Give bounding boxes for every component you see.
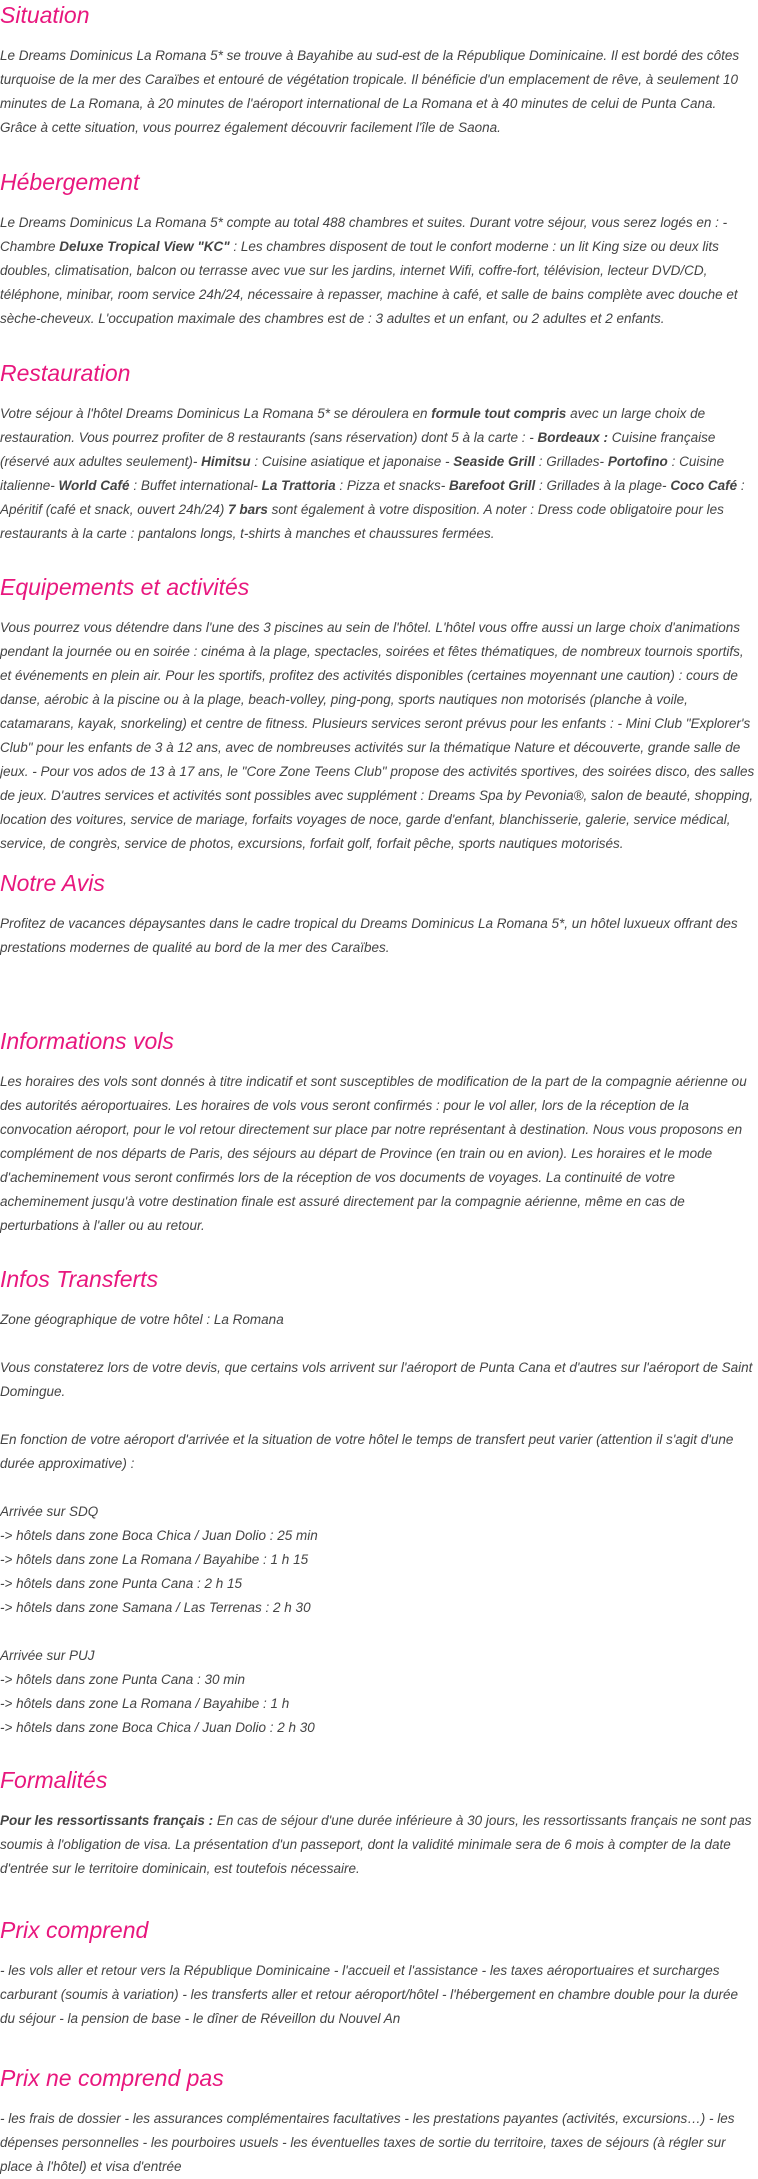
list-item: -> hôtels dans zone Samana / Las Terrenas : 2 h 30 [0,1600,311,1615]
text-fragment: : Apéritif (café et snack, ouvert 24h/24) [0,478,745,517]
section-avis [0,868,758,960]
text-fragment: En cas de séjour d'une durée inférieure à 30 jours, les ressortissants français ne sont pas soumis à l'obligation de visa. La présentation d'un passeport, dont la validité minimale sera de 6 mois à compter de la date d'entrée sur le territoire dominicain, est toutefois nécessaire. [0,1813,752,1876]
section-text [0,1809,758,1881]
text-fragment: : Grillades à la plage- [535,478,671,493]
section-title: Situation [0,2,90,28]
section-title: Informations vols [0,1028,174,1054]
restaurant-name: La Trattoria [261,478,336,493]
section-text: Le Dreams Dominicus La Romana 5* se trouve à Bayahibe au sud-est de la République Dominicaine. Il est bordé des côtes turquoise de la mer des Caraïbes et entouré de végétation tropicale. Il bénéficie d'un emplacement de rêve, à seulement 10 minutes de La Romana, à 20 minutes de l'aéroport international de La Romana et à 40 minutes de celui de Punta Cana. Grâce à cette situation, vous pourrez également découvrir facilement l'île de Saona. [0,48,740,135]
section-text: - les frais de dossier - les assurances complémentaires facultatives - les prestations payantes (activités, excursions…) - les dépenses personnelles - les pourboires usuels - les éventuelles taxes de sortie du territoire, taxes de séjours (à régler sur place à l'hôtel) et visa d'entrée [0,2111,735,2174]
text-fragment: Votre séjour à l'hôtel Dreams Dominicus La Romana 5* se déroulera en [0,406,432,421]
text-fragment: : Grillades- [535,454,608,469]
section-restauration [0,358,758,546]
section-text [0,402,758,546]
restaurant-name: Portofino [607,454,668,469]
section-equipements [0,572,758,856]
bold-fragment: Pour les ressortissants français : [0,1813,214,1828]
section-formalites [0,1765,758,1881]
list-item: -> hôtels dans zone Punta Cana : 2 h 15 [0,1576,243,1591]
section-text: Profitez de vacances dépaysantes dans le cadre tropical du Dreams Dominicus La Romana 5*, un hôtel luxueux offrant des prestations modernes de qualité au bord de la mer des Caraïbes. [0,916,738,955]
section-transferts [0,1264,758,1740]
restaurant-name: Seaside Grill [453,454,536,469]
paragraph: Vous constaterez lors de votre devis, que certains vols arrivent sur l'aéroport de Punta Cana et d'autres sur l'aéroport de Saint Domingue. [0,1360,753,1399]
text-fragment: : Cuisine italienne- [0,454,725,493]
bars-count: 7 bars [228,502,268,517]
restaurant-name: Himitsu [201,454,251,469]
list-item: -> hôtels dans zone Boca Chica / Juan Dolio : 25 min [0,1528,318,1543]
section-title: Equipements et activités [0,574,250,600]
restaurant-name: World Café [58,478,130,493]
section-title: Infos Transferts [0,1266,159,1292]
section-text: Les horaires des vols sont donnés à titre indicatif et sont susceptibles de modification de la part de la compagnie aérienne ou des autorités aéroportuaires. Les horaires de vols vous seront confirmés : pour le vol aller, lors de la réception de la convocation aéroport, pour le vol retour directement sur place par notre représentant à destination. Nous vous proposons en complément de nos départs de Paris, des séjours au départ de Province (en train ou en avion). Les horaires et le mode d'acheminement vous seront confirmés lors de la réception de vos documents de voyages. La continuité de votre acheminement jusqu'à votre destination finale est assuré directement par la compagnie aérienne, même en cas de perturbations à l'aller ou au retour. [0,1074,747,1233]
section-situation [0,0,758,140]
section-prix-comprend [0,1915,758,2031]
section-title: Notre Avis [0,870,105,896]
section-prix-ne-comprend [0,2063,758,2179]
text-fragment: Le Dreams Dominicus La Romana 5* compte au total 488 chambres et suites. Durant votre séjour, vous serez logés en : - Chambre [0,215,728,254]
text-fragment: : Pizza et snacks- [335,478,449,493]
paragraph: En fonction de votre aéroport d'arrivée et la situation de votre hôtel le temps de transfert peut varier (attention il s'agit d'une durée approximative) : [0,1432,734,1471]
restaurant-name: Bordeaux : [537,430,609,445]
text-fragment: : Les chambres disposent de tout le confort moderne : un lit King size ou deux lits doubles, climatisation, balcon ou terrasse avec vue sur les jardins, internet Wifi, coffre-fort, télévision, lecteur DVD/CD, téléphone, minibar, room service 24h/24, nécessaire à repasser, machine à café, et salle de bains complète avec douche et sèche-cheveux. L'occupation maximale des chambres est de : 3 adultes et un enfant, ou 2 adultes et 2 enfants. [0,239,738,326]
text-fragment: : Buffet international- [129,478,262,493]
section-text: - les vols aller et retour vers la République Dominicaine - l'accueil et l'assistance - les taxes aéroportuaires et surcharges carburant (soumis à variation) - les transferts aller et retour aéroport/hôtel - l'hébergement en chambre double pour la durée du séjour - la pension de base - le dîner de Réveillon du Nouvel An [0,1963,738,2026]
section-title: Prix comprend [0,1917,149,1943]
text-fragment: sont également à votre disposition. A noter : Dress code obligatoire pour les restaurants à la carte : pantalons longs, t-shirts à manches et chaussures fermées. [0,502,724,541]
section-title: Prix ne comprend pas [0,2065,224,2091]
sdq-heading: Arrivée sur SDQ [0,1504,99,1519]
list-item: -> hôtels dans zone La Romana / Bayahibe : 1 h 15 [0,1552,309,1567]
bold-fragment: formule tout compris [431,406,567,421]
section-text: Vous pourrez vous détendre dans l'une des 3 piscines au sein de l'hôtel. L'hôtel vous offre aussi un large choix d'animations pendant la journée ou en soirée : cinéma à la plage, spectacles, soirées et fêtes thématiques, de nombreux tournois sportifs, et événements en plein air. Pour les sportifs, profitez des activités disponibles (certaines moyennant une caution) : cours de danse, aérobic à la piscine ou à la plage, beach-volley, ping-pong, sports nautiques non motorisés (planche à voile, catamarans, kayak, snorkeling) et centre de fitness. Plusieurs services seront prévus pour les enfants : - Mini Club "Explorer's Club" pour les enfants de 3 à 12 ans, avec de nombreuses activités sur la thématique Nature et découverte, grande salle de jeux. - Pour vos ados de 13 à 17 ans, le "Core Zone Teens Club" propose des activités sportives, des soirées disco, des salles de jeux. D'autres services et activités sont possibles avec supplément : Dreams Spa by Pevonia®, salon de beauté, shopping, location des voitures, service de mariage, forfaits voyages de noce, garde d'enfant, blanchisserie, galerie, service médical, service, de congrès, service de photos, excursions, forfait golf, forfait pêche, sports nautiques motorisés. [0,620,755,851]
section-vols [0,1026,758,1238]
text-fragment: Cuisine française (réservé aux adultes seulement)- [0,430,716,469]
section-title: Hébergement [0,169,140,195]
room-type: Deluxe Tropical View "KC" [59,239,230,254]
hotel-zone: Zone géographique de votre hôtel : La Romana [0,1312,284,1327]
list-item: -> hôtels dans zone Boca Chica / Juan Dolio : 2 h 30 [0,1720,315,1735]
list-item: -> hôtels dans zone La Romana / Bayahibe : 1 h [0,1696,290,1711]
restaurant-name: Coco Café [670,478,738,493]
text-fragment: : Cuisine asiatique et japonaise - [250,454,454,469]
puj-heading: Arrivée sur PUJ [0,1648,95,1663]
section-text [0,1308,758,1740]
text-fragment: avec un large choix de restauration. Vous pourrez profiter de 8 restaurants (sans réservation) dont 5 à la carte : - [0,406,706,445]
section-text [0,211,758,331]
list-item: -> hôtels dans zone Punta Cana : 30 min [0,1672,246,1687]
restaurant-name: Barefoot Grill [448,478,536,493]
section-title: Formalités [0,1767,108,1793]
section-hebergement [0,167,758,331]
section-title: Restauration [0,360,131,386]
